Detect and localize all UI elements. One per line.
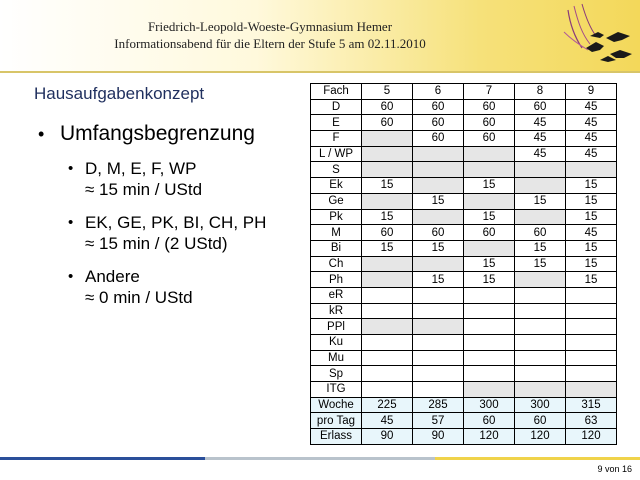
table-row	[311, 335, 617, 351]
school-name: Friedrich-Leopold-Woeste-Gymnasium Hemer	[147, 19, 393, 34]
subject-cell: E	[311, 115, 362, 131]
minutes-cell: 15	[515, 240, 566, 256]
minutes-cell: 15	[464, 178, 515, 194]
subject-cell: Ge	[311, 193, 362, 209]
subject-cell: ITG	[311, 382, 362, 398]
sub-bullet-line1: Andere	[85, 267, 140, 286]
minutes-cell	[362, 366, 413, 382]
minutes-cell	[515, 366, 566, 382]
minutes-cell: 15	[515, 193, 566, 209]
minutes-cell: 45	[566, 99, 617, 115]
minutes-cell: 60	[515, 225, 566, 241]
minutes-cell: 15	[362, 178, 413, 194]
summary-value-cell: 45	[362, 413, 413, 429]
minutes-cell	[362, 350, 413, 366]
table-row	[311, 256, 617, 272]
minutes-cell: 60	[515, 99, 566, 115]
bullet-icon: •	[68, 214, 74, 231]
minutes-cell: 60	[362, 115, 413, 131]
minutes-cell	[413, 287, 464, 303]
subject-cell: Ph	[311, 272, 362, 288]
minutes-cell: 15	[566, 240, 617, 256]
minutes-cell	[464, 350, 515, 366]
summary-row	[311, 397, 617, 413]
table-row	[311, 287, 617, 303]
table-row	[311, 240, 617, 256]
minutes-cell	[413, 146, 464, 162]
table-row	[311, 209, 617, 225]
subject-cell: Ku	[311, 335, 362, 351]
minutes-cell	[413, 162, 464, 178]
minutes-cell: 60	[464, 115, 515, 131]
footer-bar-yellow	[435, 457, 640, 460]
minutes-cell	[566, 350, 617, 366]
subject-cell: Bi	[311, 240, 362, 256]
minutes-cell	[515, 335, 566, 351]
subject-cell: S	[311, 162, 362, 178]
school-logo-icon	[560, 2, 636, 68]
minutes-cell	[464, 146, 515, 162]
subject-cell: Ek	[311, 178, 362, 194]
minutes-cell	[362, 162, 413, 178]
minutes-cell	[464, 335, 515, 351]
subject-cell: kR	[311, 303, 362, 319]
bullet-list	[38, 122, 303, 320]
minutes-cell: 60	[464, 131, 515, 147]
minutes-cell	[413, 178, 464, 194]
minutes-cell	[515, 382, 566, 398]
minutes-cell: 45	[515, 146, 566, 162]
minutes-cell	[464, 162, 515, 178]
minutes-cell: 15	[566, 256, 617, 272]
minutes-cell: 60	[362, 99, 413, 115]
minutes-cell: 60	[464, 225, 515, 241]
minutes-cell	[464, 366, 515, 382]
table-header-cell: 7	[464, 84, 515, 100]
subject-cell: Sp	[311, 366, 362, 382]
minutes-cell	[566, 303, 617, 319]
table-header-cell: 6	[413, 84, 464, 100]
minutes-cell	[413, 382, 464, 398]
table-row	[311, 131, 617, 147]
minutes-cell: 60	[362, 225, 413, 241]
minutes-cell	[464, 303, 515, 319]
minutes-cell	[515, 209, 566, 225]
summary-value-cell: 57	[413, 413, 464, 429]
header-divider	[0, 71, 640, 73]
subject-cell: F	[311, 131, 362, 147]
subject-cell: Ch	[311, 256, 362, 272]
minutes-cell: 15	[413, 272, 464, 288]
minutes-cell: 15	[362, 240, 413, 256]
table-row	[311, 193, 617, 209]
minutes-cell	[413, 256, 464, 272]
table-header-cell: 9	[566, 84, 617, 100]
minutes-cell: 45	[566, 225, 617, 241]
table-row	[311, 272, 617, 288]
subject-cell: M	[311, 225, 362, 241]
minutes-cell	[362, 303, 413, 319]
table-row	[311, 162, 617, 178]
sub-bullet-line1: D, M, E, F, WP	[85, 159, 197, 178]
table-row	[311, 382, 617, 398]
minutes-cell	[566, 335, 617, 351]
summary-value-cell: 300	[515, 397, 566, 413]
minutes-cell	[515, 272, 566, 288]
minutes-cell	[413, 350, 464, 366]
summary-value-cell: 225	[362, 397, 413, 413]
summary-value-cell: 90	[362, 429, 413, 445]
minutes-cell: 15	[464, 209, 515, 225]
minutes-cell	[464, 193, 515, 209]
table-header-row	[311, 84, 617, 100]
minutes-cell	[413, 335, 464, 351]
minutes-cell	[362, 131, 413, 147]
minutes-cell	[413, 303, 464, 319]
minutes-cell: 15	[464, 272, 515, 288]
minutes-cell: 15	[413, 193, 464, 209]
homework-table	[310, 83, 617, 445]
minutes-cell	[464, 287, 515, 303]
sub-bullet	[68, 158, 303, 200]
slide-title: Hausaufgabenkonzept	[34, 84, 205, 103]
minutes-cell	[362, 335, 413, 351]
sub-bullet	[68, 266, 303, 308]
minutes-cell	[566, 287, 617, 303]
minutes-cell: 60	[413, 99, 464, 115]
table-header-cell: 8	[515, 84, 566, 100]
minutes-cell	[464, 382, 515, 398]
subject-cell: L / WP	[311, 146, 362, 162]
sub-bullet-line2: ≈ 15 min / UStd	[85, 180, 203, 199]
subject-cell: Mu	[311, 350, 362, 366]
minutes-cell	[515, 162, 566, 178]
summary-value-cell: 63	[566, 413, 617, 429]
bullet-icon: •	[38, 124, 45, 144]
bullet-icon: •	[68, 160, 74, 177]
minutes-cell: 60	[413, 225, 464, 241]
page-number: 9 von 16	[597, 464, 632, 474]
minutes-cell: 45	[566, 146, 617, 162]
minutes-cell: 15	[566, 209, 617, 225]
minutes-cell: 15	[464, 256, 515, 272]
table-header-cell: 5	[362, 84, 413, 100]
minutes-cell	[515, 287, 566, 303]
bullet-main-text: Umfangsbegrenzung	[60, 122, 255, 145]
footer-bar-blue	[0, 457, 205, 460]
minutes-cell: 15	[566, 272, 617, 288]
subject-cell: Pk	[311, 209, 362, 225]
minutes-cell	[515, 350, 566, 366]
minutes-cell: 45	[515, 131, 566, 147]
minutes-cell: 15	[362, 209, 413, 225]
minutes-cell	[566, 382, 617, 398]
sub-bullet	[68, 212, 303, 254]
sub-bullet-line2: ≈ 0 min / UStd	[85, 288, 193, 307]
minutes-cell	[362, 146, 413, 162]
summary-label-cell: Erlass	[311, 429, 362, 445]
table-row	[311, 350, 617, 366]
minutes-cell	[566, 162, 617, 178]
sub-bullet-line2: ≈ 15 min / (2 UStd)	[85, 234, 228, 253]
minutes-cell	[464, 319, 515, 335]
minutes-cell	[566, 319, 617, 335]
minutes-cell: 15	[566, 193, 617, 209]
sub-bullet-line1: EK, GE, PK, BI, CH, PH	[85, 213, 267, 232]
summary-value-cell: 120	[515, 429, 566, 445]
minutes-cell: 45	[566, 131, 617, 147]
summary-row	[311, 429, 617, 445]
summary-value-cell: 300	[464, 397, 515, 413]
table-row	[311, 99, 617, 115]
minutes-cell	[362, 319, 413, 335]
summary-value-cell: 60	[464, 413, 515, 429]
summary-row	[311, 413, 617, 429]
footer-bar-grey	[205, 457, 435, 460]
minutes-cell	[515, 319, 566, 335]
subject-cell: PPl	[311, 319, 362, 335]
minutes-cell	[362, 272, 413, 288]
table-row	[311, 319, 617, 335]
table-row	[311, 366, 617, 382]
subject-cell: D	[311, 99, 362, 115]
table-row	[311, 115, 617, 131]
table-row	[311, 146, 617, 162]
minutes-cell	[362, 382, 413, 398]
bullet-main	[38, 122, 303, 146]
summary-value-cell: 315	[566, 397, 617, 413]
minutes-cell	[413, 319, 464, 335]
minutes-cell: 45	[515, 115, 566, 131]
minutes-cell	[362, 256, 413, 272]
minutes-cell: 15	[515, 256, 566, 272]
minutes-cell	[464, 240, 515, 256]
minutes-cell: 60	[413, 131, 464, 147]
minutes-cell: 15	[413, 240, 464, 256]
minutes-cell	[362, 287, 413, 303]
minutes-cell	[413, 209, 464, 225]
minutes-cell: 60	[413, 115, 464, 131]
table-row	[311, 225, 617, 241]
summary-value-cell: 120	[566, 429, 617, 445]
minutes-cell: 15	[566, 178, 617, 194]
bullet-icon: •	[68, 268, 74, 285]
minutes-cell: 60	[464, 99, 515, 115]
event-title: Informationsabend für die Eltern der Stufe 5 am 02.11.2010	[114, 36, 426, 51]
summary-label-cell: pro Tag	[311, 413, 362, 429]
table-row	[311, 178, 617, 194]
summary-label-cell: Woche	[311, 397, 362, 413]
minutes-cell	[413, 366, 464, 382]
summary-value-cell: 60	[515, 413, 566, 429]
summary-value-cell: 285	[413, 397, 464, 413]
minutes-cell	[566, 366, 617, 382]
table-row	[311, 303, 617, 319]
minutes-cell	[515, 303, 566, 319]
summary-value-cell: 90	[413, 429, 464, 445]
minutes-cell: 45	[566, 115, 617, 131]
table-header-cell: Fach	[311, 84, 362, 100]
summary-value-cell: 120	[464, 429, 515, 445]
minutes-cell	[515, 178, 566, 194]
minutes-cell	[362, 193, 413, 209]
subject-cell: eR	[311, 287, 362, 303]
